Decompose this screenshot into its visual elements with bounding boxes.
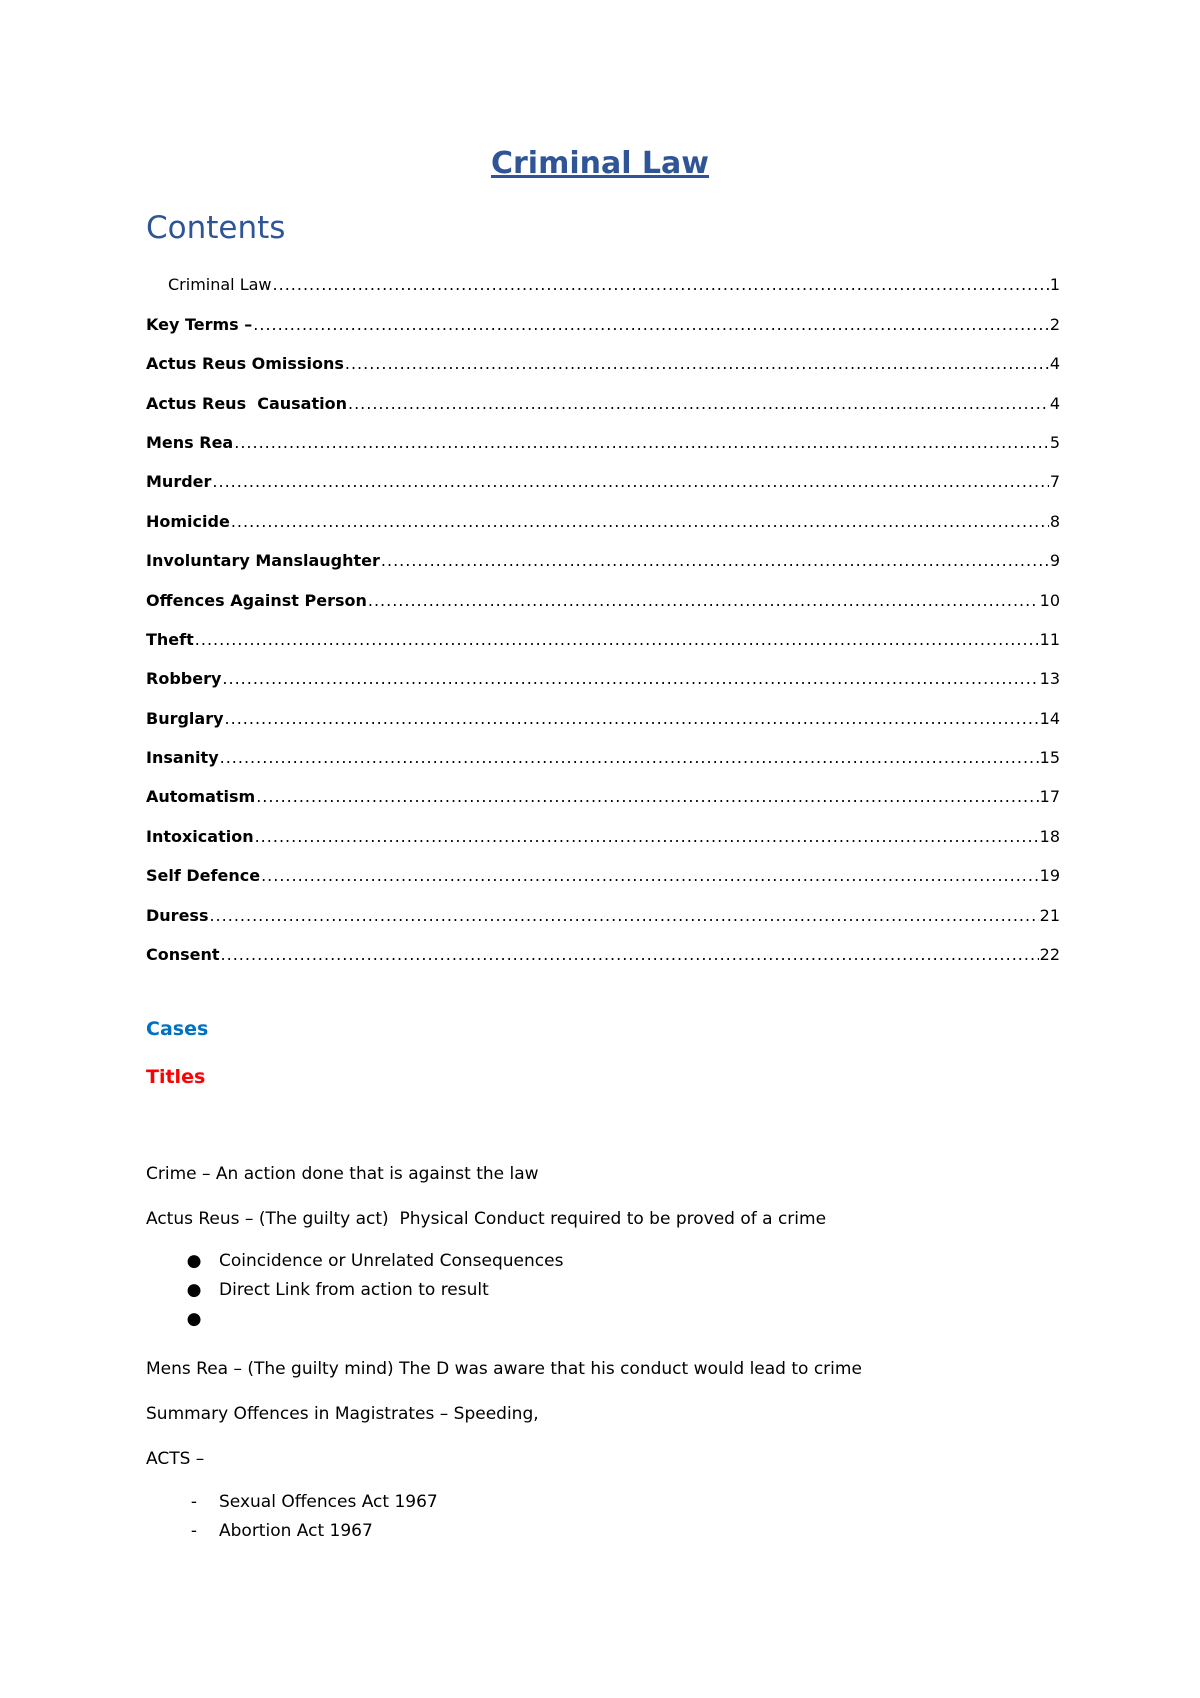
toc-entry-label: Involuntary Manslaughter (146, 551, 380, 571)
toc-entry-page: 5 (1049, 432, 1060, 452)
toc-entry-label: Insanity (146, 748, 219, 768)
toc-entry-page: 11 (1039, 629, 1060, 649)
bullet-icon: ● (186, 1309, 202, 1329)
toc-entry[interactable] (146, 926, 1060, 965)
toc-entry[interactable] (146, 847, 1060, 886)
toc-entry[interactable] (146, 453, 1060, 492)
dash-icon: - (190, 1492, 198, 1512)
toc-entry-page: 21 (1039, 905, 1060, 925)
toc-leader-dots (222, 669, 1038, 689)
toc-entry[interactable] (146, 768, 1060, 807)
toc-entry-label: Offences Against Person (146, 590, 367, 610)
toc-entry-page: 19 (1039, 866, 1060, 886)
actus-reus-bullets (146, 1247, 563, 1334)
legend-cases: Cases (146, 1018, 209, 1040)
toc-entry-label: Theft (146, 629, 194, 649)
toc-entry[interactable] (146, 256, 1060, 295)
toc-entry-label: Burglary (146, 708, 224, 728)
toc-entry[interactable] (146, 295, 1060, 334)
toc-leader-dots (225, 709, 1039, 729)
toc-leader-dots (261, 866, 1039, 886)
toc-entry-label: Self Defence (146, 866, 261, 886)
toc-entry[interactable] (146, 374, 1060, 413)
toc-entry-page: 9 (1049, 551, 1060, 571)
toc-entry-label: Mens Rea (146, 432, 234, 452)
bullet-icon: ● (186, 1280, 202, 1300)
toc-entry-page: 4 (1049, 354, 1060, 374)
toc-entry-page: 14 (1039, 708, 1060, 728)
toc-leader-dots (345, 354, 1049, 374)
toc-entry-label: Murder (146, 472, 212, 492)
toc-entry[interactable] (146, 571, 1060, 610)
legend-titles: Titles (146, 1066, 206, 1088)
toc-entry-label: Key Terms – (146, 314, 253, 334)
toc-entry[interactable] (146, 807, 1060, 846)
toc-entry-page: 15 (1039, 748, 1060, 768)
toc-leader-dots (256, 787, 1038, 807)
toc-leader-dots (234, 433, 1049, 453)
toc-leader-dots (212, 472, 1048, 492)
toc-leader-dots (221, 945, 1039, 965)
bullet-icon: ● (186, 1251, 202, 1271)
toc-entry-label: Criminal Law (168, 275, 272, 295)
toc-entry-label: Robbery (146, 669, 222, 689)
acts-label: ACTS – (146, 1449, 205, 1469)
list-item: ● Coincidence or Unrelated Consequences (146, 1247, 563, 1276)
toc-entry-page: 10 (1039, 590, 1060, 610)
mens-rea-definition: Mens Rea – (The guilty mind) The D was aware that his conduct would lead to crime (146, 1359, 862, 1379)
toc-leader-dots (195, 630, 1039, 650)
toc-leader-dots (348, 394, 1049, 414)
list-item (146, 1305, 563, 1334)
toc-heading: Contents (146, 210, 286, 246)
toc-entry-label: Automatism (146, 787, 256, 807)
toc-entry-label: Homicide (146, 511, 230, 531)
toc-entry[interactable] (146, 414, 1060, 453)
toc-entry[interactable] (146, 886, 1060, 925)
toc-leader-dots (255, 827, 1039, 847)
toc-leader-dots (368, 591, 1039, 611)
toc-entry-label: Actus Reus Omissions (146, 354, 344, 374)
dash-icon: - (190, 1521, 198, 1541)
toc-entry-label: Duress (146, 905, 209, 925)
toc-entry-label: Intoxication (146, 826, 254, 846)
toc-leader-dots (273, 275, 1049, 295)
toc-entry-page: 4 (1049, 393, 1060, 413)
toc-leader-dots (209, 906, 1038, 926)
toc-leader-dots (220, 748, 1039, 768)
toc-entry-page: 1 (1049, 275, 1060, 295)
list-item: - Sexual Offences Act 1967 (146, 1488, 438, 1517)
toc-entry[interactable] (146, 492, 1060, 531)
toc-entry-page: 8 (1049, 511, 1060, 531)
toc-leader-dots (231, 512, 1049, 532)
toc-entry[interactable] (146, 335, 1060, 374)
crime-definition: Crime – An action done that is against the law (146, 1164, 539, 1184)
actus-reus-definition: Actus Reus – (The guilty act) Physical Conduct required to be proved of a crime (146, 1209, 827, 1229)
toc-entry-page: 7 (1049, 472, 1060, 492)
toc-entry-page: 13 (1039, 669, 1060, 689)
toc-entry-label: Actus Reus Causation (146, 393, 347, 413)
toc-entry-label: Consent (146, 945, 220, 965)
list-item: - Abortion Act 1967 (146, 1517, 438, 1546)
toc-entry[interactable] (146, 611, 1060, 650)
table-of-contents (146, 256, 1060, 965)
toc-entry-page: 18 (1039, 826, 1060, 846)
toc-entry[interactable] (146, 650, 1060, 689)
acts-list (146, 1488, 438, 1546)
toc-entry-page: 2 (1049, 314, 1060, 334)
document-title: Criminal Law (490, 146, 710, 181)
toc-entry-page: 22 (1039, 945, 1060, 965)
toc-leader-dots (253, 315, 1049, 335)
toc-entry[interactable] (146, 689, 1060, 728)
list-item: ● Direct Link from action to result (146, 1276, 563, 1305)
toc-leader-dots (381, 551, 1049, 571)
toc-entry[interactable] (146, 532, 1060, 571)
toc-entry-page: 17 (1039, 787, 1060, 807)
toc-entry[interactable] (146, 729, 1060, 768)
summary-offences: Summary Offences in Magistrates – Speeding, (146, 1404, 539, 1424)
